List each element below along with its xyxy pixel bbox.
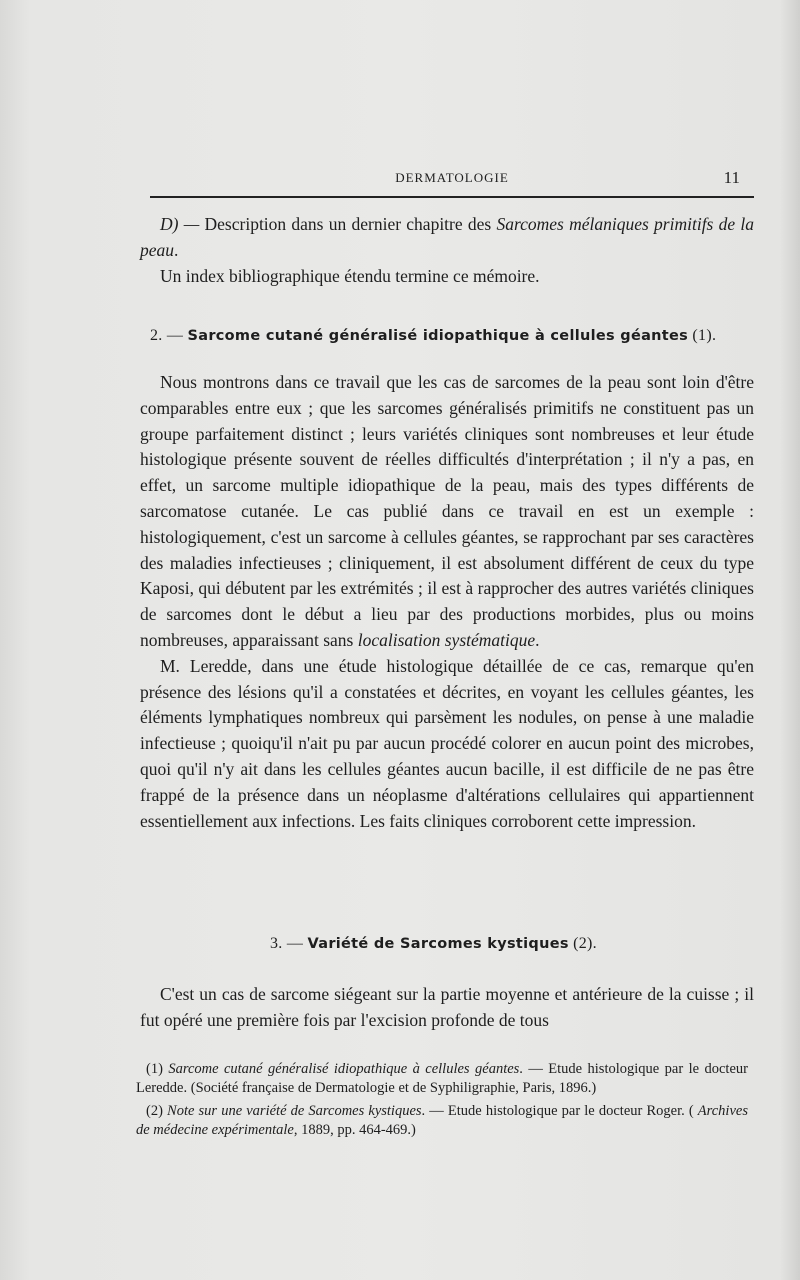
- section-d-paragraph: D) — Description dans un dernier chapitre des Sarcomes mélaniques primitifs de la peau.: [140, 214, 754, 260]
- header-rule: [150, 196, 754, 198]
- section-d-line2: Un index bibliographique étendu termine ce mémoire.: [160, 265, 540, 286]
- running-title: DERMATOLOGIE: [395, 170, 509, 185]
- section-2-paragraph-1: Nous montrons dans ce travail que les cas de sarcomes de la peau sont loin d'être comparables entre eux ; que les sarcomes généralisés primitifs ne constituent pas un groupe parfaitement distinct ; leurs variétés cliniques sont nombreuses et leur étude histologique présente souvent de réelles difficultés d'interprétation ; il n'y a pas, en effet, un sarcome multiple idiopathique de la peau, mais des types différents de sarcomatose cutanée. Le cas publié dans ce travail en est un exemple : histologiquement, c'est un sarcome à cellules géantes, se rapprochant par ses caractères des maladies infectieuses ; cliniquement, il est absolument différent de ceux du type Kaposi, qui débutent par les extrémités ; il est à rapprocher des autres variétés cliniques de sarcomes dont le début a lieu par des productions morbides, plus ou moins nombreuses, apparaissant sans localisation systématique.: [140, 372, 754, 650]
- section-2-heading: 2. — Sarcome cutané généralisé idiopathique à cellules géantes (1).: [150, 327, 717, 344]
- page-number: 11: [723, 168, 740, 187]
- section-3-heading: 3. — Variété de Sarcomes kystiques (2).: [270, 935, 597, 952]
- footnote-1: (1) Sarcome cutané généralisé idiopathique à cellules géantes. — Etude histologique par le docteur Leredde. (Société française de Dermatologie et de Syphiligraphie, Paris, 1896.): [136, 1061, 748, 1096]
- page-header: [150, 168, 754, 192]
- section-d: [140, 212, 754, 289]
- section-2-body: [140, 370, 754, 834]
- section-2-paragraph-2: M. Leredde, dans une étude histologique détaillée de ce cas, remarque qu'en présence des lésions qu'il a constatées et décrites, en voyant les cellules géantes, les éléments lymphatiques nombreux qui parsèment les nodules, on pense à une maladie infectieuse ; quoiqu'il n'ait pu par aucun procédé colorer en aucun point des microbes, quoi qu'il n'y ait dans les cellules géantes aucun bacille, il est difficile de ne pas être frappé de la présence dans un néoplasme d'altérations cellulaires qui appartiennent essentiellement aux infections. Les faits cliniques corroborent cette impression.: [140, 655, 754, 831]
- section-3-body: [140, 982, 754, 1034]
- footnotes: [136, 1060, 748, 1144]
- footnote-2: (2) Note sur une variété de Sarcomes kystiques. — Etude histologique par le docteur Roger. ( Archives de médecine expérimentale, 1889, pp. 464-469.): [136, 1103, 748, 1138]
- section-3-paragraph-1: C'est un cas de sarcome siégeant sur la partie moyenne et antérieure de la cuisse ; il fut opéré une première fois par l'excision profonde de tous: [140, 984, 754, 1030]
